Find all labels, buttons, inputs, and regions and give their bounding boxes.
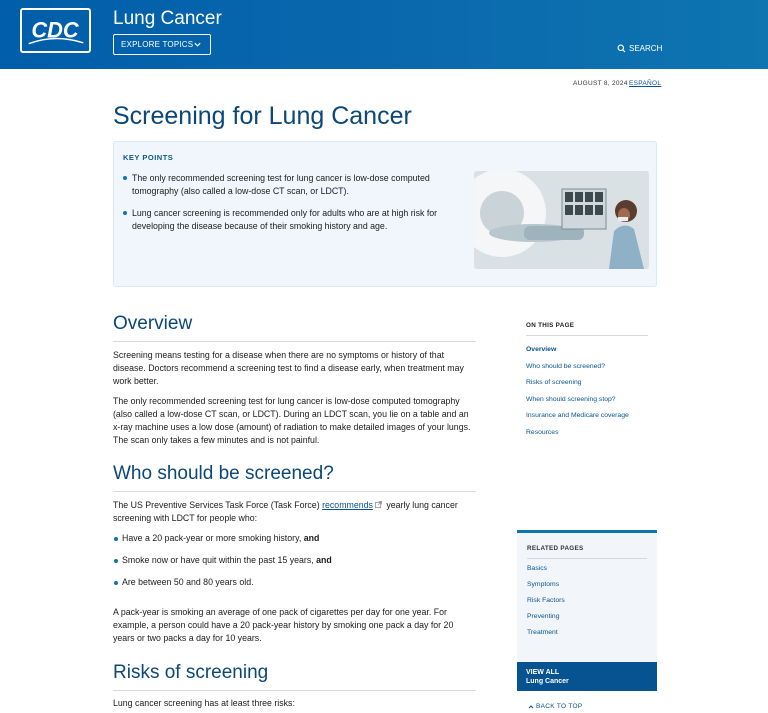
related-item-risk-factors[interactable]: Risk Factors bbox=[527, 597, 565, 604]
list-item bbox=[113, 554, 477, 567]
explore-topics-button[interactable] bbox=[113, 34, 211, 55]
risks-heading: Risks of screening bbox=[113, 662, 476, 691]
intro-text-before: The US Preventive Services Task Force (Task Force) bbox=[113, 500, 323, 510]
search-icon bbox=[617, 44, 626, 53]
list-item-text: Have a 20 pack-year or more smoking history, bbox=[122, 533, 304, 543]
overview-paragraph-2: The only recommended screening test for lung cancer is low-dose computed tomography (also called a low-dose CT scan, or LDCT). During an LDCT scan, you lie on a table and an x-ray machine uses a low dose (amount) of radiation to make detailed images of your lungs. The scan only takes a few minutes and is not painful. bbox=[113, 396, 471, 445]
on-this-page-nav bbox=[526, 322, 648, 436]
otp-item-resources[interactable]: Resources bbox=[526, 428, 559, 436]
key-point-item: Lung cancer screening is recommended only for adults who are at high risk for developing the disease because of their smoking history and age. bbox=[122, 207, 452, 232]
otp-item-when-stop[interactable]: When should screening stop? bbox=[526, 395, 616, 403]
related-item-basics[interactable]: Basics bbox=[527, 565, 548, 572]
who-screened-intro bbox=[113, 499, 477, 525]
view-all-label: VIEW ALL bbox=[526, 669, 560, 676]
key-points-heading: KEY POINTS bbox=[123, 153, 174, 162]
key-point-item: The only recommended screening test for lung cancer is low-dose computed tomography (also called a low-dose CT scan, or LDCT). bbox=[122, 172, 452, 197]
eligibility-list bbox=[113, 532, 477, 598]
list-item-and: and bbox=[316, 555, 332, 565]
language-link[interactable]: ESPAÑOL bbox=[629, 80, 662, 87]
list-item bbox=[113, 576, 477, 589]
intro-text-after: yearly lung cancer screening with LDCT for people who: bbox=[113, 500, 458, 523]
list-item-text: Are between 50 and 80 years old. bbox=[122, 577, 254, 587]
explore-topics-label: EXPLORE TOPICS bbox=[121, 40, 194, 49]
otp-item-insurance[interactable]: Insurance and Medicare coverage bbox=[526, 412, 629, 419]
external-link-icon bbox=[375, 501, 382, 508]
overview-paragraph-1: Screening means testing for a disease when there are no symptoms or history of that disease. Doctors recommend a screening test to find a disease early, when treatment may work better. bbox=[113, 350, 464, 386]
pack-year-paragraph: A pack-year is smoking an average of one pack of cigarettes per day for one year. For example, a person could have a 20 pack-year history by smoking one pack a day for 20 years or two packs a day for 10 years. bbox=[113, 607, 454, 643]
recommends-link[interactable]: recommends bbox=[322, 500, 373, 510]
publish-date: AUGUST 8, 2024 bbox=[573, 80, 628, 87]
search-button[interactable] bbox=[617, 44, 662, 53]
svg-text:CDC: CDC bbox=[31, 17, 79, 43]
ct-scan-illustration bbox=[474, 171, 649, 269]
back-to-top-link[interactable] bbox=[528, 703, 583, 710]
key-points-box bbox=[113, 141, 657, 287]
site-header bbox=[0, 0, 768, 69]
list-item bbox=[113, 532, 477, 545]
related-pages-heading: RELATED PAGES bbox=[527, 545, 647, 559]
on-this-page-heading: ON THIS PAGE bbox=[526, 322, 648, 336]
otp-item-who-screened[interactable]: Who should be screened? bbox=[526, 362, 605, 370]
list-item-text: Smoke now or have quit within the past 15 years, bbox=[122, 555, 317, 565]
otp-item-risks[interactable]: Risks of screening bbox=[526, 379, 582, 386]
overview-heading: Overview bbox=[113, 313, 476, 342]
chevron-down-icon bbox=[193, 40, 202, 49]
ct-scan-photo bbox=[474, 171, 649, 269]
risks-intro: Lung cancer screening has at least three risks: bbox=[113, 698, 295, 708]
related-pages-panel bbox=[517, 530, 657, 691]
view-all-button[interactable] bbox=[517, 662, 657, 691]
back-to-top-label: BACK TO TOP bbox=[536, 703, 583, 710]
site-title[interactable]: Lung Cancer bbox=[113, 8, 222, 29]
related-item-preventing[interactable]: Preventing bbox=[527, 613, 560, 620]
chevron-up-icon bbox=[528, 704, 534, 710]
key-points-list bbox=[122, 172, 452, 242]
related-item-symptoms[interactable]: Symptoms bbox=[527, 581, 560, 588]
cdc-logo[interactable] bbox=[20, 8, 91, 53]
otp-item-overview[interactable]: Overview bbox=[526, 346, 557, 353]
view-all-topic: Lung Cancer bbox=[526, 678, 569, 685]
page-title: Screening for Lung Cancer bbox=[113, 102, 412, 130]
list-item-and: and bbox=[303, 533, 320, 543]
cdc-logo-mark bbox=[22, 10, 89, 51]
related-item-treatment[interactable]: Treatment bbox=[527, 629, 558, 636]
search-label: SEARCH bbox=[629, 44, 663, 53]
who-screened-heading: Who should be screened? bbox=[113, 463, 476, 492]
